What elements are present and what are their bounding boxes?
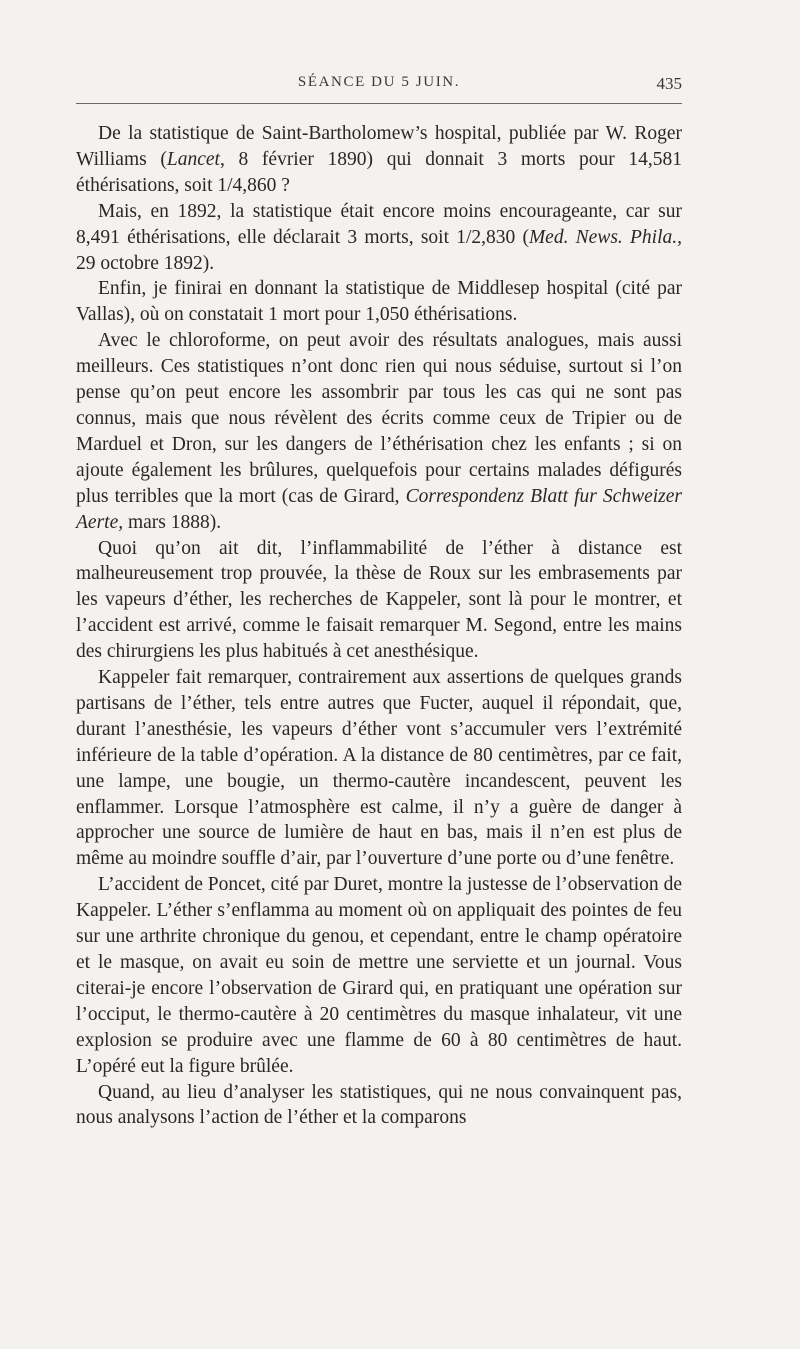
running-head-title: SÉANCE DU 5 JUIN. — [297, 74, 461, 90]
paragraph-text: Mais, en 1892, la statistique était encore moins encourageante, car sur 8,491 éthérisations, elle déclarait 3 morts, soit 1/2,830 ( — [76, 200, 682, 248]
paragraph-text: De la statistique de Saint-Bartholomew’s hospital, publiée par W. Roger Williams ( — [76, 123, 682, 170]
running-head — [76, 74, 682, 98]
paragraph-text: Avec le chloroforme, on peut avoir des résultats analogues, mais aussi meilleurs. Ces statistiques n’ont donc rien qui nous séduise, surtout si l’on pense qu’on peut encore les assombrir par tous les cas qui ne sont pas connus, mais que nous révèlent des écrits comme ceux de Tripier ou de Marduel et Dron, sur les dangers de l’éthérisation chez les enfants ; si on ajoute également les brûlures, quelquefois pour certains malades défigurés plus terribles que la mort (cas de Girard, — [76, 330, 682, 507]
header-rule — [76, 103, 682, 104]
body-text — [76, 121, 682, 1131]
citation-med-news: Med. News. Phila., — [528, 226, 682, 248]
paragraph-chloroforme — [76, 328, 682, 535]
citation-lancet: Lancet — [166, 148, 220, 170]
paragraph-statistics-saint-bartholomew — [76, 121, 682, 199]
paragraph-inflammabilite: Quoi qu’on ait dit, l’inflammabilité de l’éther à distance est malheureusement trop prouvée, la thèse de Roux sur les embrasements par les vapeurs d’éther, les recherches de Kappeler, sont là pour le montrer, et l’accident est arrivé, comme le faisait remarquer M. Segond, entre les mains des chirurgiens les plus habitués à cet anesthésique. — [76, 537, 682, 663]
paragraph-kappeler: Kappeler fait remarquer, contrairement aux assertions de quelques grands partisans de l’éther, tels entre autres que Fucter, auquel il répondait, que, durant l’anesthésie, les vapeurs d’éther vont s’accumuler vers l’extrémité inférieure de la table d’opération. A la distance de 80 centimètres, par ce fait, une lampe, une bougie, un thermo-cautère incandescent, peuvent les enflammer. Lorsque l’atmosphère est calme, il n’y a guère de danger à approcher une source de lumière de haut en bas, mais il n’en est plus de même au moindre souffle d’air, par l’ouverture d’une porte ou d’une fenêtre. — [76, 667, 682, 870]
paragraph-text: 29 octobre 1892). — [76, 252, 215, 274]
paragraph-accident-poncet: L’accident de Poncet, cité par Duret, montre la justesse de l’observation de Kappeler. L’éther s’enflamma au moment où on appliquait des pointes de feu sur une arthrite chronique du genou, et cependant, entre le champ opératoire et le masque, on avait eu soin de mettre une serviette et un journal. Vous citerai-je encore l’observation de Girard qui, en pratiquant une opération sur l’occiput, le thermo-cautère à 20 centimètres du masque inhalateur, vit une explosion se produire avec une flamme de 60 à 80 centimètres de haut. L’opéré eut la figure brûlée. — [76, 874, 682, 1077]
paragraph-middlesep-hospital: Enfin, je finirai en donnant la statistique de Middlesep hospital (cité par Vallas), où on constatait 1 mort pour 1,050 éthérisations. — [76, 278, 682, 326]
citation-correspondenz-blatt: Correspondenz Blatt fur Schweizer Aerte, — [76, 485, 682, 533]
paragraph-text: mars 1888). — [123, 511, 222, 533]
paragraph-statistics-1892 — [76, 199, 682, 277]
paragraph-analyse-ether: Quand, au lieu d’analyser les statistiques, qui ne nous convainquent pas, nous analysons l’action de l’éther et la comparons — [76, 1081, 682, 1129]
paragraph-text: , 8 février 1890) qui donnait 3 morts pour 14,581 éthérisations, soit 1/4,860 ? — [76, 148, 682, 196]
page-number: 435 — [656, 74, 682, 93]
